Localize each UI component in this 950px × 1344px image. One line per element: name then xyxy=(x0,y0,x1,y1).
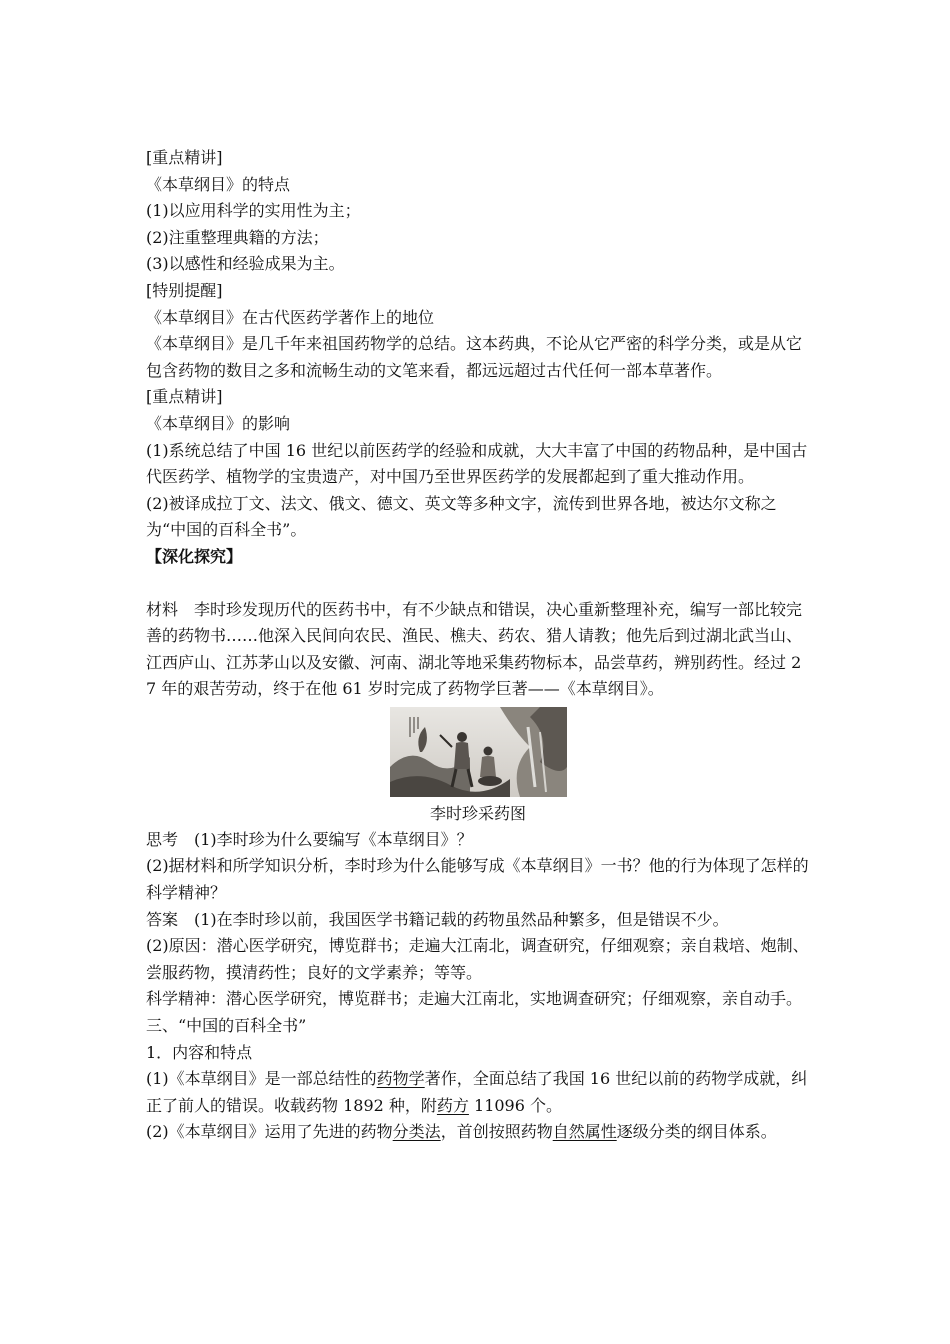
illustration-figure xyxy=(146,707,810,801)
text-run: 11096 个。 xyxy=(468,1095,562,1115)
content-item-1 xyxy=(146,1066,810,1119)
status-title: 《本草纲目》在古代医药学著作上的地位 xyxy=(146,307,435,327)
illustration-caption: 李时珍采药图 xyxy=(429,803,526,823)
blank-answer: 药方 xyxy=(436,1095,469,1115)
subsection-title: 1．内容和特点 xyxy=(146,1042,253,1062)
herb-gathering-illustration xyxy=(390,707,567,797)
feature-item: (3)以感性和经验成果为主。 xyxy=(146,254,345,274)
text-run: 逐级分类的纲目体系。 xyxy=(616,1122,777,1142)
status-paragraph: 《本草纲目》是几千年来祖国药物学的总结。这本药典，不论从它严密的科学分类，或是从它包含药物的数目之多和流畅生动的文笔来看，都远远超过古代任何一部本草著作。 xyxy=(146,334,803,380)
text-run: (2)《本草纲目》运用了先进的药物 xyxy=(146,1122,393,1142)
blank-answer: 自然属性 xyxy=(552,1122,617,1142)
section-title-encyclopedia: 三、“中国的百科全书” xyxy=(146,1016,307,1036)
deep-inquiry-heading: 【深化探究】 xyxy=(146,546,243,566)
text-run: ，首创按照药物 xyxy=(440,1122,553,1142)
content-item-2 xyxy=(146,1119,810,1146)
text-run: 著作，全面总结了我国 16 世纪以前的药物学成就，纠正了前人的错误。收载药物 1892 种，附 xyxy=(146,1069,808,1115)
answer-3: 科学精神：潜心医学研究，博览群书；走遍大江南北，实地调查研究；仔细观察，亲自动手。 xyxy=(146,989,803,1009)
text-run: (1)《本草纲目》是一部总结性的 xyxy=(146,1069,377,1089)
feature-item: (1)以应用科学的实用性为主； xyxy=(146,201,361,221)
material-paragraph: 材料 李时珍发现历代的医药书中，有不少缺点和错误，决心重新整理补充，编写一部比较完善的药物书……他深入民间向农民、渔民、樵夫、药农、猎人请教；他先后到过湖北武当山、江西庐山、江苏茅山以及安徽、河南、湖北等地采集药物标本，品尝草药，辨别药性。经过 27 年的艰苦劳动，终于在他 61 岁时完成了药物学巨著——《本草纲目》。 xyxy=(146,599,803,699)
question-1: 思考 (1)李时珍为什么要编写《本草纲目》？ xyxy=(146,829,473,849)
blank-answer: 药物学 xyxy=(376,1069,425,1089)
section-heading-key-points: [重点精讲] xyxy=(146,148,223,167)
answer-1: 答案 (1)在李时珍以前，我国医学书籍记载的药物虽然品种繁多，但是错误不少。 xyxy=(146,909,729,929)
section-heading-special-note: [特别提醒] xyxy=(146,280,223,300)
document-body xyxy=(146,145,810,1146)
influence-item-2: (2)被译成拉丁文、法文、俄文、德文、英文等多种文字，流传到世界各地，被达尔文称之为“中国的百科全书”。 xyxy=(146,493,777,540)
feature-item: (2)注重整理典籍的方法； xyxy=(146,227,329,247)
influence-item-1: (1)系统总结了中国 16 世纪以前医药学的经验和成就，大大丰富了中国的药物品种，是中国古代医药学、植物学的宝贵遗产，对中国乃至世界医药学的发展都起到了重大推动作用。 xyxy=(146,440,808,487)
spacer xyxy=(146,571,810,597)
features-title: 《本草纲目》的特点 xyxy=(146,174,291,194)
question-2: (2)据材料和所学知识分析，李时珍为什么能够写成《本草纲目》一书？他的行为体现了怎样的科学精神？ xyxy=(146,856,809,903)
section-heading-key-points-2: [重点精讲] xyxy=(146,387,223,407)
influence-title: 《本草纲目》的影响 xyxy=(146,413,291,433)
blank-answer: 分类法 xyxy=(392,1122,441,1142)
answer-2: (2)原因：潜心医学研究，博览群书；走遍大江南北，调查研究，仔细观察；亲自栽培、炮制、尝服药物，摸清药性；良好的文学素养；等等。 xyxy=(146,936,809,982)
